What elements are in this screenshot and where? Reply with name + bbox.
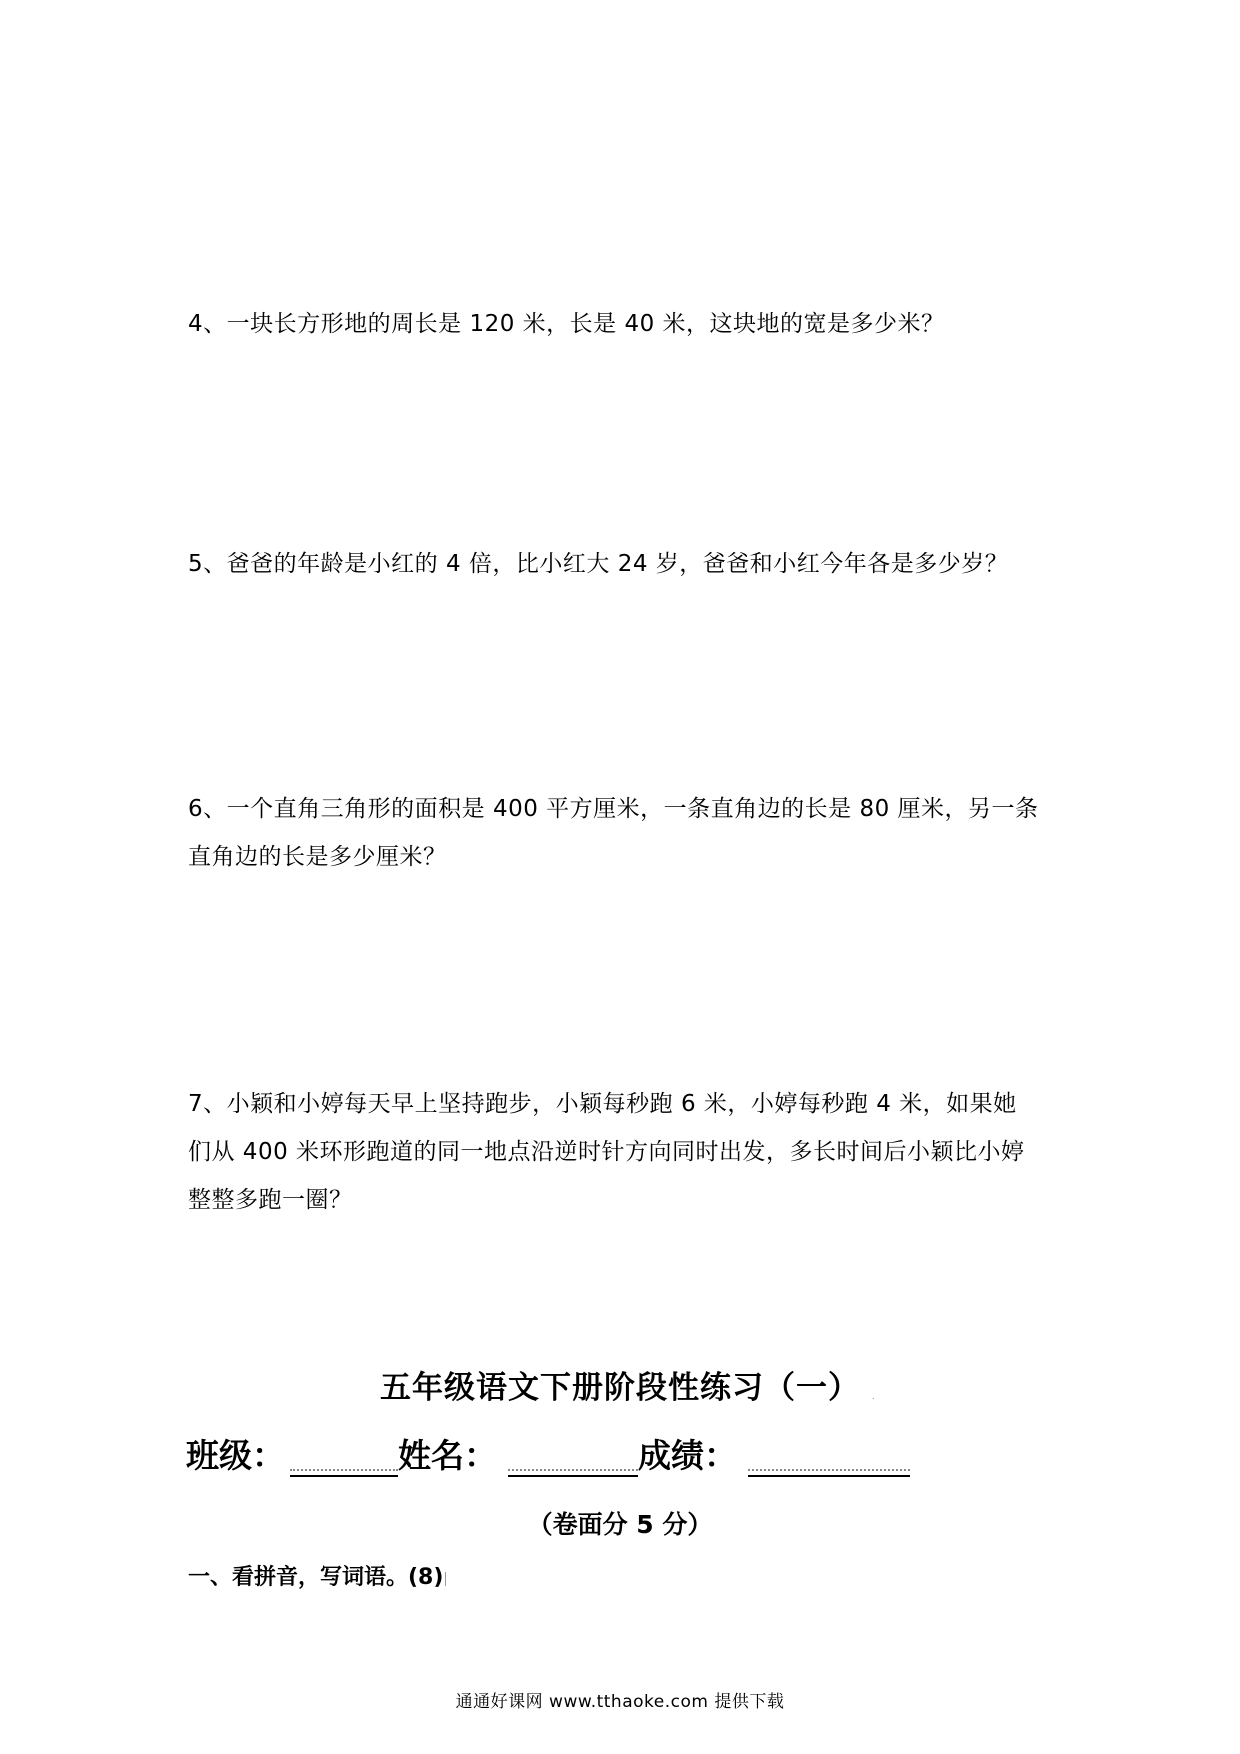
section-1-heading-text: 一、看拼音，写词语。(8): [188, 1565, 444, 1590]
question-7-line-2: 们从 400 米环形跑道的同一地点沿逆时针方向同时出发，多长时间后小颖比小婷: [188, 1139, 1025, 1165]
question-6-line-2: 直角边的长是多少厘米？: [188, 844, 447, 870]
class-blank[interactable]: [290, 1475, 398, 1477]
question-6: [188, 785, 1068, 881]
question-6-line-1: 6、一个直角三角形的面积是 400 平方厘米，一条直角边的长是 80 厘米，另一条: [188, 796, 1039, 822]
class-blank-dots: [290, 1469, 398, 1471]
question-4: [188, 300, 1068, 348]
question-5: [188, 540, 1068, 588]
score-label: 成绩：: [638, 1436, 737, 1475]
score-blank-dots: [748, 1469, 910, 1471]
class-label: 班级：: [186, 1436, 285, 1475]
scan-line-mark: [445, 1572, 446, 1586]
name-blank[interactable]: [508, 1475, 638, 1477]
question-7-line-1: 7、小颖和小婷每天早上坚持跑步，小颖每秒跑 6 米，小婷每秒跑 4 米，如果她: [188, 1091, 1017, 1117]
footer-download-note: 通通好课网 www.tthaoke.com 提供下载: [455, 1692, 785, 1712]
question-7-line-3: 整整多跑一圈？: [188, 1187, 353, 1213]
question-5-line-1: 5、爸爸的年龄是小红的 4 倍，比小红大 24 岁，爸爸和小红今年各是多少岁？: [188, 551, 1009, 577]
score-note: （卷面分 5 分）: [527, 1510, 713, 1539]
name-blank-dots: [508, 1469, 638, 1471]
student-info-row: [186, 1430, 1086, 1480]
score-blank[interactable]: [748, 1475, 910, 1477]
scan-dot-mark: .: [872, 1392, 875, 1401]
name-label: 姓名：: [398, 1436, 497, 1475]
question-4-line-1: 4、一块长方形地的周长是 120 米，长是 40 米，这块地的宽是多少米？: [188, 311, 945, 337]
question-7: [188, 1080, 1068, 1224]
section-1-heading: [188, 1560, 446, 1591]
exam-title: 五年级语文下册阶段性练习（一）: [380, 1370, 860, 1406]
